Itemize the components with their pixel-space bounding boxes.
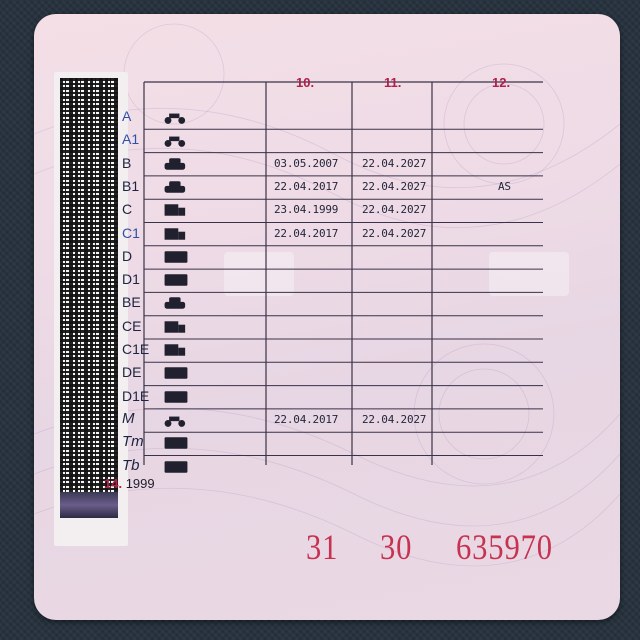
date-from-c1: 22.04.2017 (274, 226, 339, 240)
category-label-a1: A1 (122, 131, 140, 148)
date-from-b: 03.05.2007 (274, 156, 339, 170)
minibus-icon (162, 272, 190, 288)
category-label-c: C (122, 201, 133, 218)
category-label-ce: CE (122, 317, 142, 334)
field-14-value: 1999 (125, 476, 155, 491)
category-label-tb: Tb (122, 456, 140, 474)
category-label-d1e: D1E (122, 387, 150, 404)
light-motorcycle-icon (162, 132, 190, 148)
date-from-m: 22.04.2017 (274, 412, 339, 426)
category-label-c1: C1 (122, 224, 140, 241)
category-table-grid (110, 68, 543, 465)
serial-part-2: 30 (380, 527, 413, 567)
minibus-trailer-icon (162, 389, 190, 405)
light-truck-trailer-icon (162, 342, 190, 358)
serial-part-3: 635970 (456, 527, 553, 567)
category-label-tm: Tm (122, 433, 144, 451)
motorcycle-icon (162, 109, 190, 125)
hologram-patch (60, 492, 118, 518)
truck-icon (162, 202, 190, 218)
category-label-be: BE (122, 294, 141, 311)
category-label-a: A (122, 108, 132, 124)
column-header-11: 11. (384, 75, 402, 90)
category-label-m: M (122, 409, 135, 427)
trolleybus-icon (162, 459, 190, 475)
date-to-b: 22.04.2027 (362, 156, 427, 170)
bus-trailer-icon (162, 365, 190, 381)
category-label-b: B (122, 154, 132, 171)
date-from-c: 23.04.1999 (274, 203, 339, 217)
tram-icon (162, 435, 190, 451)
category-label-c1e: C1E (122, 341, 150, 357)
light-truck-icon (162, 226, 190, 242)
field-14-number: 14. (104, 476, 123, 491)
category-label-d1: D1 (122, 271, 140, 288)
column-header-10: 10. (296, 75, 315, 90)
category-label-d: D (122, 247, 133, 264)
car-icon (162, 156, 190, 172)
car-trailer-icon (162, 295, 190, 311)
field-14 (104, 476, 155, 491)
date-to-m: 22.04.2027 (362, 412, 427, 426)
category-label-de: DE (122, 364, 142, 381)
moped-icon (162, 412, 190, 428)
date-to-c: 22.04.2027 (362, 203, 427, 217)
date-from-b1: 22.04.2017 (274, 179, 339, 193)
category-label-b1: B1 (122, 177, 140, 194)
restriction-code-b1: AS (498, 179, 511, 193)
bus-icon (162, 249, 190, 265)
truck-trailer-icon (162, 319, 190, 335)
column-header-12: 12. (492, 75, 511, 90)
date-to-c1: 22.04.2027 (362, 226, 427, 240)
light-vehicle-icon (162, 179, 190, 195)
date-to-b1: 22.04.2027 (362, 179, 427, 193)
serial-part-1: 31 (306, 527, 339, 567)
